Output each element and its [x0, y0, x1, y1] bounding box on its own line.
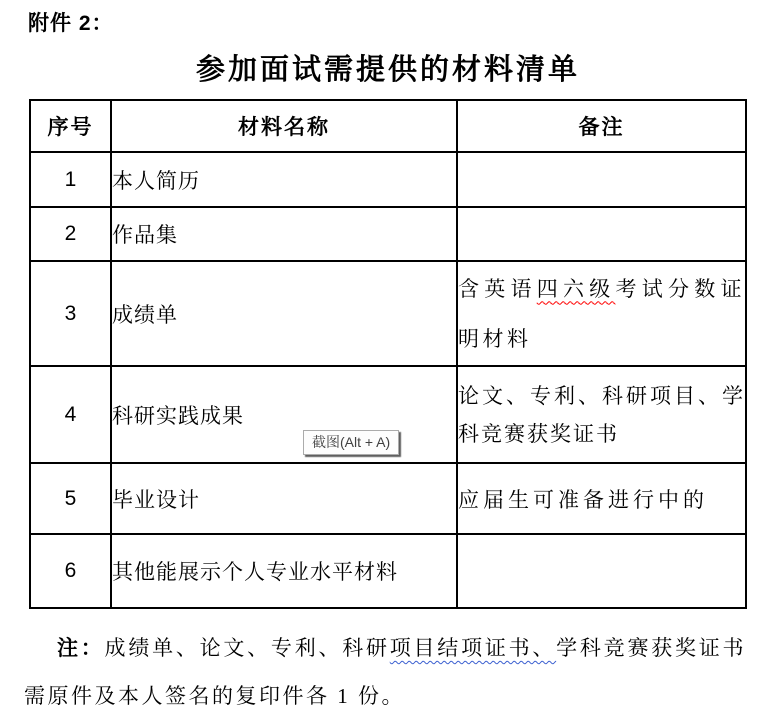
remark-text: 考试分数证明材料	[458, 276, 745, 351]
cell-material-name: 毕业设计	[111, 463, 457, 534]
cell-material-name: 成绩单	[111, 261, 457, 366]
cell-material-name: 作品集	[111, 207, 457, 261]
cell-remark: 论文、专利、科研项目、学科竞赛获奖证书	[457, 366, 746, 463]
grammar-flagged-text: 项目结项证书、	[389, 636, 557, 660]
cell-remark	[457, 207, 746, 261]
screenshot-shortcut-tooltip: 截图(Alt + A)	[303, 430, 399, 455]
cell-serial: 5	[30, 463, 111, 534]
table-row	[30, 152, 746, 207]
footnote	[24, 624, 746, 718]
cell-serial: 3	[30, 261, 111, 366]
cell-serial: 4	[30, 366, 111, 463]
cell-remark: 应届生可准备进行中的	[457, 463, 746, 534]
table-row	[30, 534, 746, 608]
cell-remark	[457, 261, 746, 366]
cell-remark	[457, 152, 746, 207]
footnote-text: 成绩单、论文、专利、科研	[104, 636, 390, 660]
cell-remark	[457, 534, 746, 608]
remark-text: 含英语	[458, 276, 537, 301]
cell-serial: 1	[30, 152, 111, 207]
cell-material-name: 其他能展示个人专业水平材料	[111, 534, 457, 608]
cell-serial: 2	[30, 207, 111, 261]
header-material-name: 材料名称	[111, 100, 457, 152]
footnote-text: 学科竞赛获奖证书需原件及本人签名的复印件各 1 份。	[24, 636, 747, 708]
table-row	[30, 207, 746, 261]
header-remarks: 备注	[457, 100, 746, 152]
cell-material-name: 科研实践成果	[111, 366, 457, 463]
header-serial-number: 序号	[30, 100, 111, 152]
table-header-row	[30, 100, 746, 152]
table-row	[30, 463, 746, 534]
cell-material-name: 本人简历	[111, 152, 457, 207]
spellcheck-flagged-text: 四六级	[536, 276, 616, 301]
cell-serial: 6	[30, 534, 111, 608]
materials-table	[29, 99, 747, 609]
table-row	[30, 261, 746, 366]
footnote-label: 注：	[57, 636, 105, 660]
attachment-label: 附件 2：	[28, 12, 114, 35]
page-title: 参加面试需提供的材料清单	[195, 54, 580, 86]
